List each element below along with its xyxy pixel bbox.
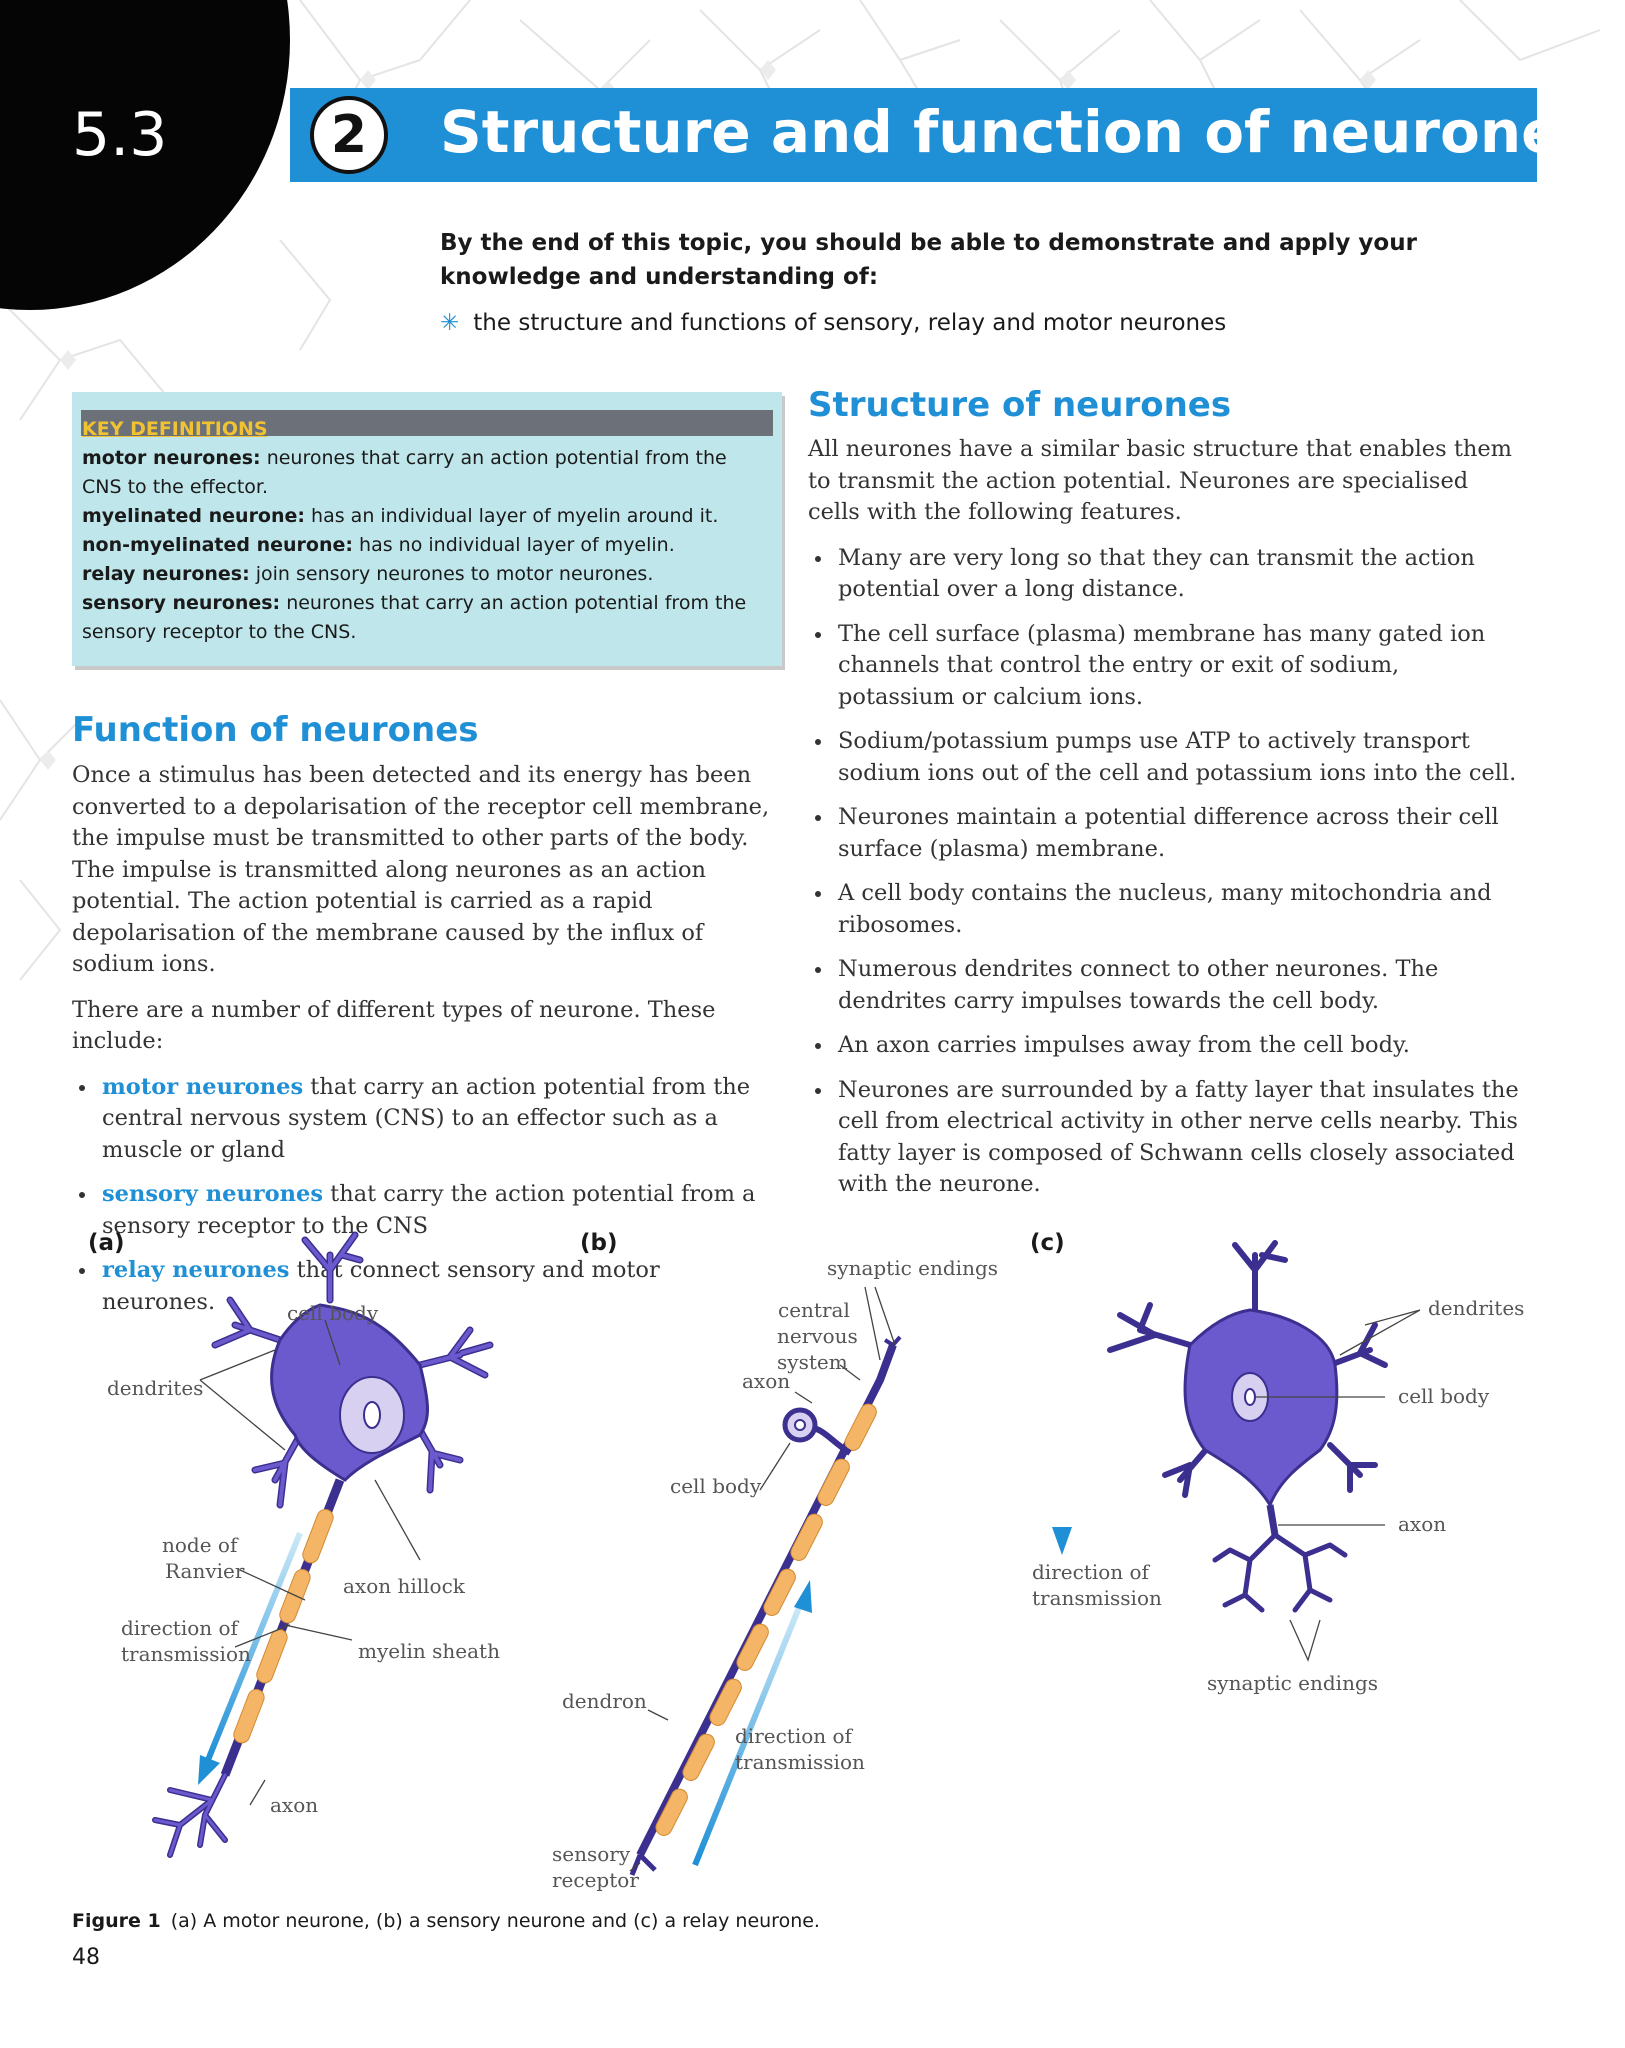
neurone-type-text: that connect sensory and motor neurones. [102,1257,660,1315]
neurone-figure [0,1215,1625,1905]
label-dendrites: dendrites [1428,1296,1525,1320]
structure-paragraph: All neurones have a similar basic structure that enables them to transmit the action potential. Neurones are specialised cells with the following features. [808,436,1513,525]
objective-text: the structure and functions of sensory, relay and motor neurones [473,310,1227,336]
list-item: Neurones are surrounded by a fatty layer that insulates the cell from electrical activity in other nerve cells nearby. This fatty layer is composed of Schwann cells closely associated with the neurone. [808,1075,1520,1201]
panel-c-relay-neurone [1030,1230,1524,1695]
list-item: An axon carries impulses away from the cell body. [808,1030,1520,1062]
label-direction-1: direction of [121,1616,238,1640]
label-direction-1: direction of [735,1724,852,1748]
panel-b-sensory-neurone [552,1230,998,1892]
neurone-type-text: that carry the action potential from a sensory receptor to the CNS [102,1181,756,1239]
list-item: The cell surface (plasma) membrane has many gated ion channels that control the entry or exit of sodium, potassium or calcium ions. [808,619,1520,714]
figure-caption-text: (a) A motor neurone, (b) a sensory neurone and (c) a relay neurone. [170,1910,820,1932]
list-item: Many are very long so that they can transmit the action potential over a long distance. [808,543,1520,606]
neurone-type-term: relay neurones [102,1257,290,1283]
definition-item [82,589,772,647]
label-receptor-2: receptor [552,1868,639,1892]
definition-item [82,502,772,531]
page-title: Structure and function of neurones [440,98,1595,166]
definition-text: neurones that carry an action potential from the CNS to the effector. [82,447,727,498]
structure-section-body [808,434,1520,1214]
list-item: A cell body contains the nucleus, many mitochondria and ribosomes. [808,878,1520,941]
objective-item [440,310,1226,336]
structure-heading: Structure of neurones [808,385,1232,425]
structure-features-list [808,543,1520,1201]
label-synaptic-endings: synaptic endings [1207,1671,1379,1695]
label-node-of-ranvier-2: Ranvier [165,1559,245,1583]
label-cell-body: cell body [670,1474,762,1498]
definition-item [82,444,772,502]
key-definitions-list [82,444,772,647]
label-direction-2: transmission [735,1750,865,1774]
label-axon: axon [742,1369,791,1393]
label-axon: axon [1398,1512,1447,1536]
label-node-of-ranvier-1: node of [162,1533,238,1557]
neurone-type-term: sensory neurones [102,1181,324,1207]
neurone-type-term: motor neurones [102,1073,304,1100]
relay-synaptic-endings [1215,1535,1345,1610]
label-synaptic-endings: synaptic endings [827,1256,999,1280]
label-direction-1: direction of [1032,1560,1149,1584]
list-item: Sodium/potassium pumps use ATP to actively transport sodium ions out of the cell and potassium ions into the cell. [808,726,1520,789]
definition-term: myelinated neurone: [82,505,305,527]
function-paragraph-1: Once a stimulus has been detected and its energy has been converted to a depolarisation of the receptor cell membrane, the impulse must be transmitted to other parts of the body. The impulse is transmitted along neurones as an action potential. The action potential is carried as a rapid depolarisation of the membrane caused by the influx of sodium ions. [72,762,770,977]
list-item [72,1072,772,1167]
list-item: Neurones maintain a potential difference across their cell surface (plasma) membrane. [808,802,1520,865]
definition-text: neurones that carry an action potential from the sensory receptor to the CNS. [82,592,747,643]
definition-term: motor neurones: [82,447,261,469]
panel-a-motor-neurone [88,1230,500,1855]
definition-text: has no individual layer of myelin. [359,534,675,556]
definition-term: relay neurones: [82,563,250,585]
label-axon: axon [270,1793,319,1817]
section-number: 5.3 [72,100,168,170]
relay-axon [1270,1505,1275,1535]
function-paragraph-2: There are a number of different types of neurone. These include: [72,996,716,1054]
label-direction-2: transmission [121,1642,251,1666]
list-item: Numerous dendrites connect to other neurones. The dendrites carry impulses towards the cell body. [808,954,1520,1017]
topic-number-badge: 2 [310,96,388,174]
page-number: 48 [72,1945,100,1970]
definition-term: non-myelinated neurone: [82,534,353,556]
key-definitions-title: KEY DEFINITIONS [82,418,268,440]
label-dendron: dendron [562,1689,647,1713]
objectives-intro: By the end of this topic, you should be able to demonstrate and apply your knowledge and understanding of: [440,230,1417,290]
function-heading: Function of neurones [72,710,479,750]
label-myelin-sheath: myelin sheath [358,1639,500,1663]
panel-c-letter: (c) [1030,1230,1065,1256]
label-cns-3: system [777,1350,848,1374]
asterisk-bullet-icon: ✳ [440,310,460,336]
panel-b-letter: (b) [580,1230,618,1256]
motor-axon-terminals [155,1775,225,1855]
figure-caption-label: Figure 1 [72,1910,161,1932]
panel-a-letter: (a) [88,1230,125,1256]
figure-caption [72,1910,820,1932]
label-cns-2: nervous [777,1324,858,1348]
label-cns-1: central [778,1298,850,1322]
neurone-type-text: that carry an action potential from the central nervous system (CNS) to an effector such as a muscle or gland [102,1073,751,1163]
definition-term: sensory neurones: [82,592,281,614]
definition-text: join sensory neurones to motor neurones. [255,563,654,585]
label-receptor-1: sensory [552,1842,631,1866]
label-axon-hillock: axon hillock [343,1574,465,1598]
definition-text: has an individual layer of myelin around it. [311,505,719,527]
key-definitions-box [72,392,782,666]
label-cell-body: cell body [1398,1384,1490,1408]
definition-item [82,531,772,560]
label-direction-2: transmission [1032,1586,1162,1610]
definition-item [82,560,772,589]
label-dendrites: dendrites [107,1376,204,1400]
label-cell-body: cell body [287,1301,379,1325]
